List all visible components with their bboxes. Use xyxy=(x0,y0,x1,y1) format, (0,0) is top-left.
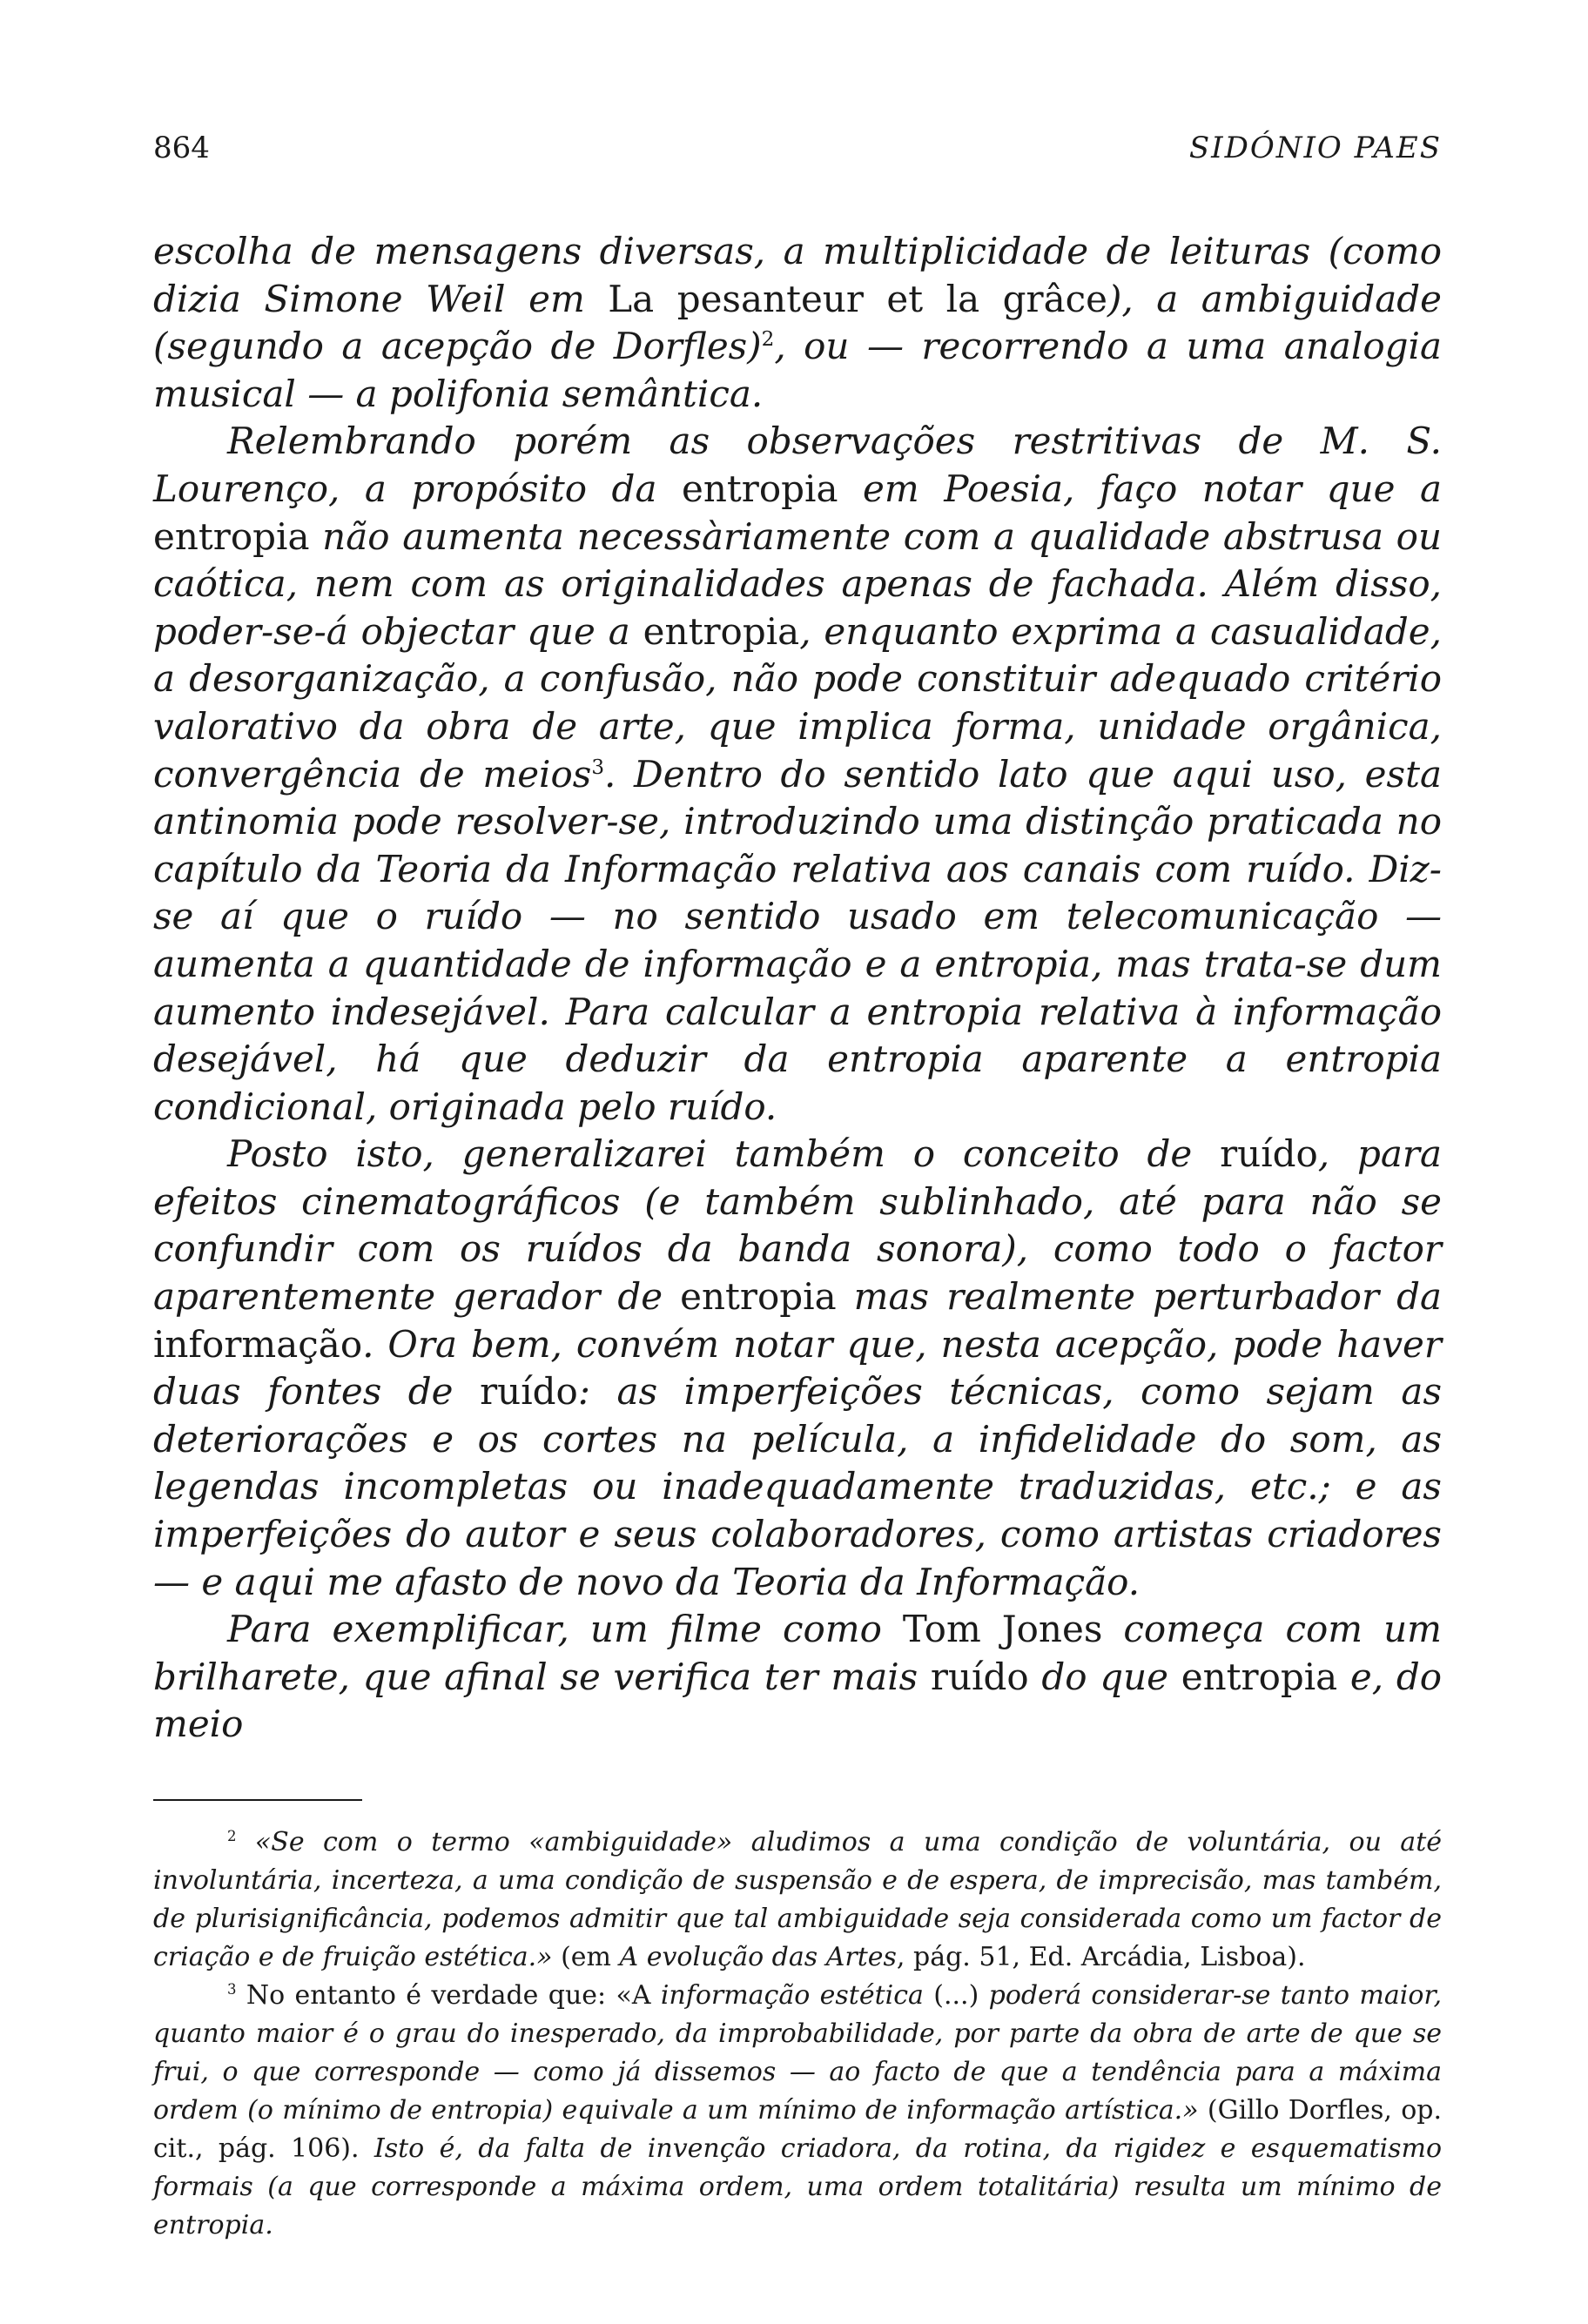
text-span: : as imperfeições técnicas, como sejam as deteriorações e os cortes na película, a infidelidade do som, as legendas incompletas ou inadequadamente traduzidas, etc.; e as imperfeições do autor e seus colaboradores, como artistas criadores — e aqui me afasto de novo da Teoria da Informação. xyxy=(153,1370,1442,1603)
text-span: , para efeitos cinematográficos (e também sublinhado, até para não se confundir com os ruídos da banda sonora), como todo o factor aparentemente gerador de xyxy=(153,1132,1442,1319)
footnote-reference[interactable]: 2 xyxy=(761,328,775,352)
document-page xyxy=(153,131,1442,2245)
paragraph xyxy=(153,1131,1442,1606)
text-span: informação estética xyxy=(660,1980,924,2011)
footnote-divider xyxy=(153,1799,362,1801)
text-span: entropia xyxy=(1181,1655,1338,1698)
text-span: A evolução das Artes xyxy=(619,1942,897,1972)
text-span: Relembrando porém as observações restritivas de M. S. Lourenço, a propósito da xyxy=(153,420,1442,510)
text-span: Isto é, da falta de invenção criadora, da rotina, da rigidez e esquematismo formais (a que corresponde a máxima ordem, uma ordem totalitária) resulta um mínimo de entropia. xyxy=(153,2133,1443,2240)
footnotes xyxy=(153,1824,1442,2245)
footnote xyxy=(153,1977,1442,2245)
text-span: ruído xyxy=(930,1655,1029,1698)
body-text xyxy=(153,228,1442,1749)
text-span: poderá considerar-se tanto maior, quanto maior é o grau do inesperado, da improbabilidade, por parte da obra de arte de que se frui, o que corresponde — como já dissemos — ao facto de que a tendência para a máxima ordem (o mínimo de entropia) equivale a um mínimo de informação artística.» xyxy=(153,1980,1442,2126)
text-span: não aumenta necessàriamente com a qualidade abstrusa ou caótica, nem com as originalidades apenas de fachada. Além disso, poder-se-á objectar que a xyxy=(153,514,1442,653)
text-span: (Gillo Dorfles, op. cit., pág. 106). xyxy=(153,2095,1443,2164)
text-span: . Dentro do sentido lato que aqui uso, esta antinomia pode resolver-se, introduzindo uma distinção praticada no capítulo da Teoria da Informação relativa aos canais com ruído. Diz-se aí que o ruído — no sentido usado em telecomunicação — aumenta a quantidade de informação e a entropia, mas trata-se dum aumento indesejável. Para calcular a entropia relativa à informação desejável, há que deduzir da entropia aparente a entropia condicional, originada pelo ruído. xyxy=(153,752,1442,1128)
footnote-number: 2 xyxy=(227,1828,237,1844)
text-span: , pág. 51, Ed. Arcádia, Lisboa). xyxy=(896,1942,1306,1972)
page-number: 864 xyxy=(153,131,210,165)
text-span: entropia xyxy=(682,467,838,510)
running-head xyxy=(153,131,1442,165)
text-span: La pesanteur et la grâce xyxy=(608,277,1107,320)
text-span: Para exemplificar, um filme como xyxy=(227,1608,903,1651)
text-span: (em xyxy=(552,1942,620,1972)
text-span: ruído xyxy=(480,1370,578,1414)
text-span: , enquanto exprima a casualidade, a desorganização, a confusão, não pode constituir adequado critério valorativo da obra de arte, que implica forma, unidade orgânica, convergência de meios xyxy=(153,609,1443,796)
text-span: , ou — recorrendo a uma analogia musical — a polifonia semântica. xyxy=(153,325,1442,415)
text-span: entropia xyxy=(153,514,310,558)
text-span: começa com um brilharete, que afinal se verifica ter mais xyxy=(153,1608,1442,1698)
paragraph xyxy=(153,228,1442,418)
text-span: informação xyxy=(153,1322,363,1366)
text-span: (...) xyxy=(923,1980,989,2011)
text-span: No entanto é verdade que: «A xyxy=(236,1980,661,2011)
footnote-number: 3 xyxy=(227,1981,237,1998)
text-span: do que xyxy=(1028,1655,1181,1698)
text-span: «Se com o termo «ambiguidade» aludimos a uma condição de voluntária, ou até involuntária, incerteza, a uma condição de suspensão e de espera, de imprecisão, mas também, de plurisignificância, podemos admitir que tal ambiguidade seja considerada como um factor de criação e de fruição estética.» xyxy=(153,1827,1442,1972)
text-span: entropia xyxy=(680,1275,837,1319)
paragraph xyxy=(153,418,1442,1131)
text-span: e, do meio xyxy=(153,1655,1443,1746)
text-span: entropia xyxy=(643,609,800,653)
running-title: SIDÓNIO PAES xyxy=(1188,131,1442,165)
text-span: mas realmente perturbador da xyxy=(836,1275,1442,1319)
text-span: Tom Jones xyxy=(902,1608,1103,1651)
text-span: . Ora bem, convém notar que, nesta acepção, pode haver duas fontes de xyxy=(153,1322,1442,1414)
text-span: Posto isto, generalizarei também o conceito de xyxy=(227,1132,1221,1176)
footnote xyxy=(153,1824,1442,1977)
text-span: escolha de mensagens diversas, a multiplicidade de leituras (como dizia Simone Weil em xyxy=(153,230,1442,320)
paragraph xyxy=(153,1606,1442,1749)
text-span: ), a ambiguidade (segundo a acepção de Dorfles) xyxy=(153,277,1442,368)
text-span: ruído xyxy=(1220,1132,1318,1176)
footnote-reference[interactable]: 3 xyxy=(591,756,605,779)
text-span: em Poesia, faço notar que a xyxy=(838,467,1442,510)
